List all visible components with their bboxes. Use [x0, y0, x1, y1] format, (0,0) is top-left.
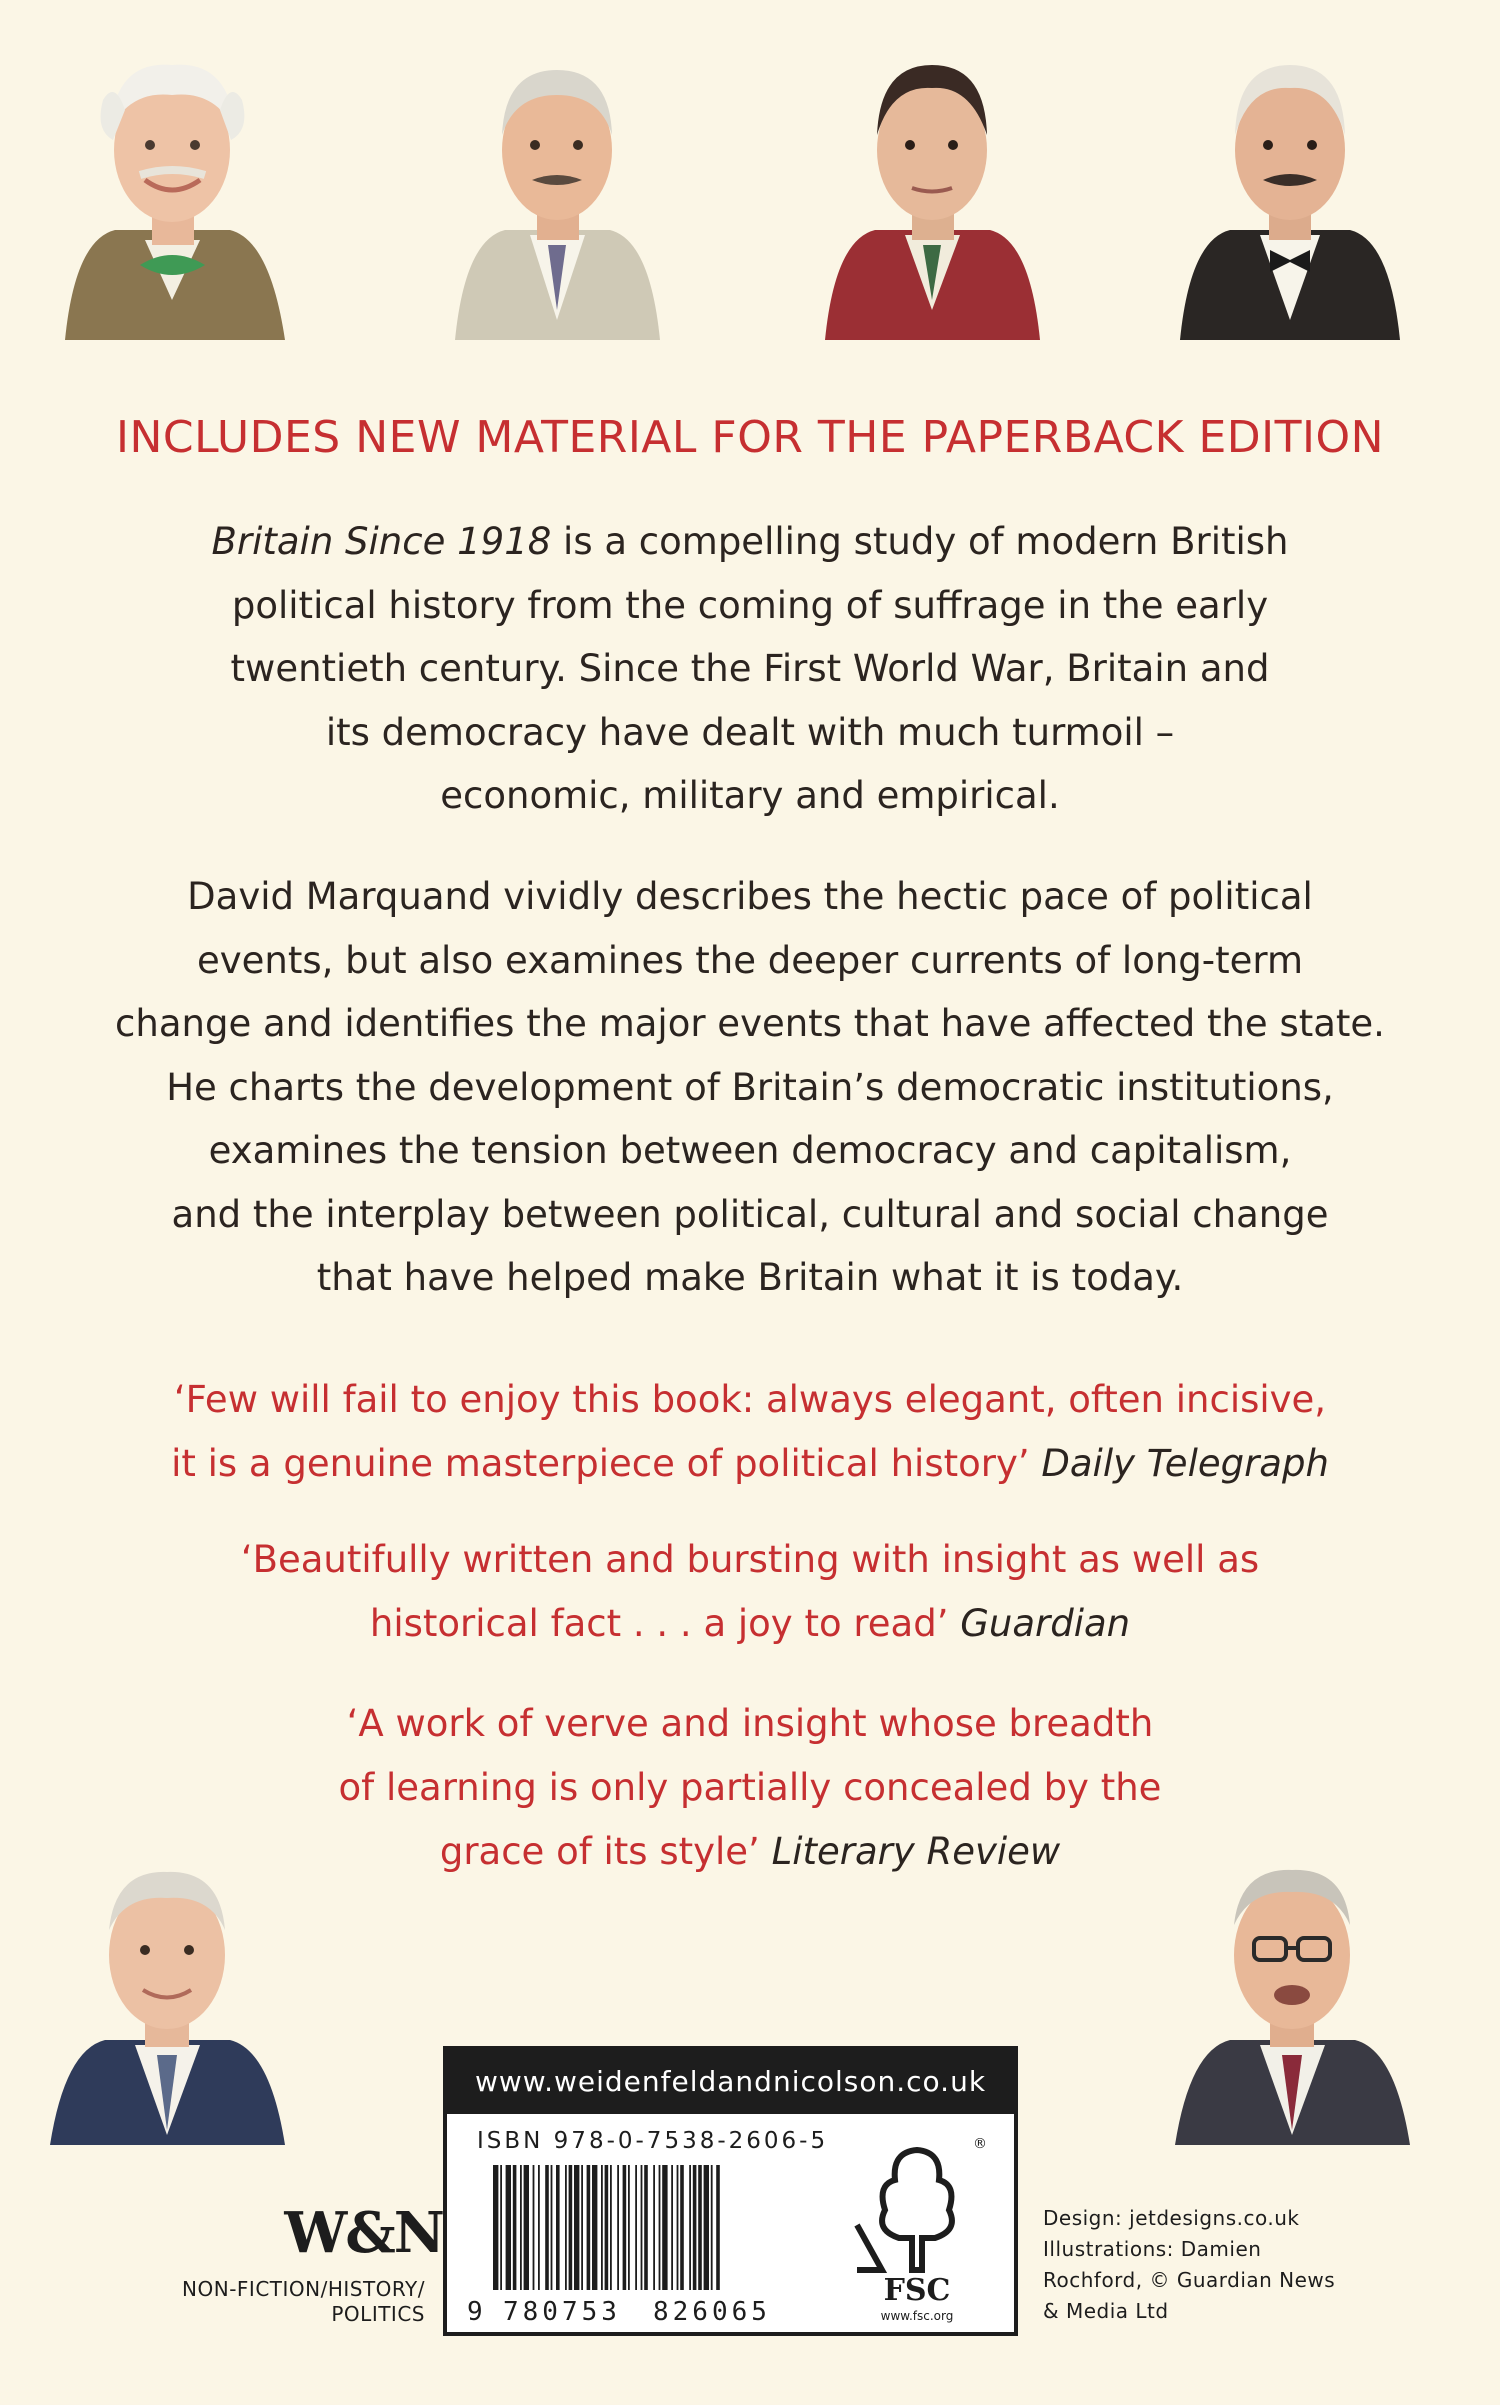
blurb-2-line-6: and the interplay between political, cultural and social change [171, 1192, 1329, 1236]
blurb-1-line-4: its democracy have dealt with much turmoil – [325, 710, 1175, 754]
quote-1-source: Daily Telegraph [1041, 1442, 1329, 1485]
blurb-2-line-5: examines the tension between democracy and capitalism, [208, 1129, 1292, 1172]
publisher-url[interactable]: www.weidenfeldandnicolson.co.uk [447, 2050, 1014, 2114]
fsc-label: FSC [883, 2273, 951, 2308]
barcode-digit-first: 9 [467, 2297, 483, 2325]
barcode-digits-left: 780753 [503, 2297, 621, 2325]
blurb-1-line-1: is a compelling study of modern British [551, 520, 1289, 563]
fsc-tree-icon [882, 2150, 952, 2270]
blurb-2-line-1: David Marquand vividly describes the hectic pace of political [187, 875, 1313, 918]
headline-new-material: INCLUDES NEW MATERIAL FOR THE PAPERBACK EDITION [115, 412, 1385, 463]
quote-3-line-1: ‘A work of verve and insight whose breadth [346, 1702, 1154, 1745]
category-line-1: NON-FICTION/HISTORY/ [182, 2277, 425, 2301]
blurb-2-line-4: He charts the development of Britain’s democratic institutions, [166, 1065, 1334, 1109]
barcode-bars [493, 2165, 720, 2290]
review-quote-guardian [110, 1528, 1390, 1656]
barcode-panel [443, 2046, 1018, 2336]
blurb-paragraph-1 [110, 510, 1390, 828]
fsc-website: www.fsc.org [880, 2309, 954, 2323]
fsc-registered-mark: ® [973, 2136, 987, 2152]
portrait-illustration-5 [45, 1840, 290, 2145]
portrait-illustration-2 [450, 40, 665, 340]
quote-1-line-1: ‘Few will fail to enjoy this book: always elegant, often incisive, [173, 1378, 1327, 1421]
quote-2-line-2: historical fact . . . a joy to read’ [369, 1602, 961, 1645]
portrait-illustration-1 [55, 40, 290, 340]
quote-3-line-2: of learning is only partially concealed by the [338, 1766, 1162, 1809]
quote-3-source: Literary Review [771, 1830, 1061, 1873]
book-category [120, 2277, 425, 2327]
design-credits [1043, 2203, 1403, 2327]
publisher-logo: W&N [284, 2200, 443, 2266]
blurb-2-line-2: events, but also examines the deeper currents of long-term [196, 938, 1303, 982]
barcode-digits-right: 826065 [653, 2297, 771, 2325]
review-quote-literary-review [110, 1692, 1390, 1884]
blurb-1-line-5: economic, military and empirical. [440, 774, 1060, 817]
portrait-illustration-3 [820, 40, 1045, 340]
blurb-paragraph-2 [110, 865, 1390, 1310]
blurb-2-line-7: that have helped make Britain what it is today. [316, 1256, 1184, 1299]
portrait-illustration-4 [1175, 40, 1405, 340]
quote-2-source: Guardian [960, 1602, 1131, 1645]
category-line-2: POLITICS [331, 2302, 425, 2326]
blurb-2-line-3: change and identifies the major events that have affected the state. [115, 1002, 1385, 1045]
fsc-logo [837, 2130, 997, 2325]
isbn-number: ISBN 978-0-7538-2606-5 [477, 2128, 829, 2154]
book-title: Britain Since 1918 [211, 520, 552, 563]
quote-3-line-3: grace of its style’ [439, 1830, 772, 1873]
credits-line-1: Design: jetdesigns.co.uk [1043, 2206, 1300, 2230]
credits-line-2: Illustrations: Damien [1043, 2237, 1262, 2261]
review-quote-daily-telegraph [110, 1368, 1390, 1496]
credits-line-4: & Media Ltd [1043, 2299, 1169, 2323]
blurb-1-line-3: twentieth century. Since the First World War, Britain and [230, 647, 1270, 690]
barcode-image [463, 2160, 808, 2325]
credits-line-3: Rochford, © Guardian News [1043, 2268, 1336, 2292]
blurb-1-line-2: political history from the coming of suffrage in the early [231, 583, 1269, 627]
quote-1-line-2: it is a genuine masterpiece of political history’ [171, 1442, 1042, 1485]
portrait-illustration-6 [1170, 1840, 1415, 2145]
quote-2-line-1: ‘Beautifully written and bursting with insight as well as [240, 1538, 1260, 1581]
